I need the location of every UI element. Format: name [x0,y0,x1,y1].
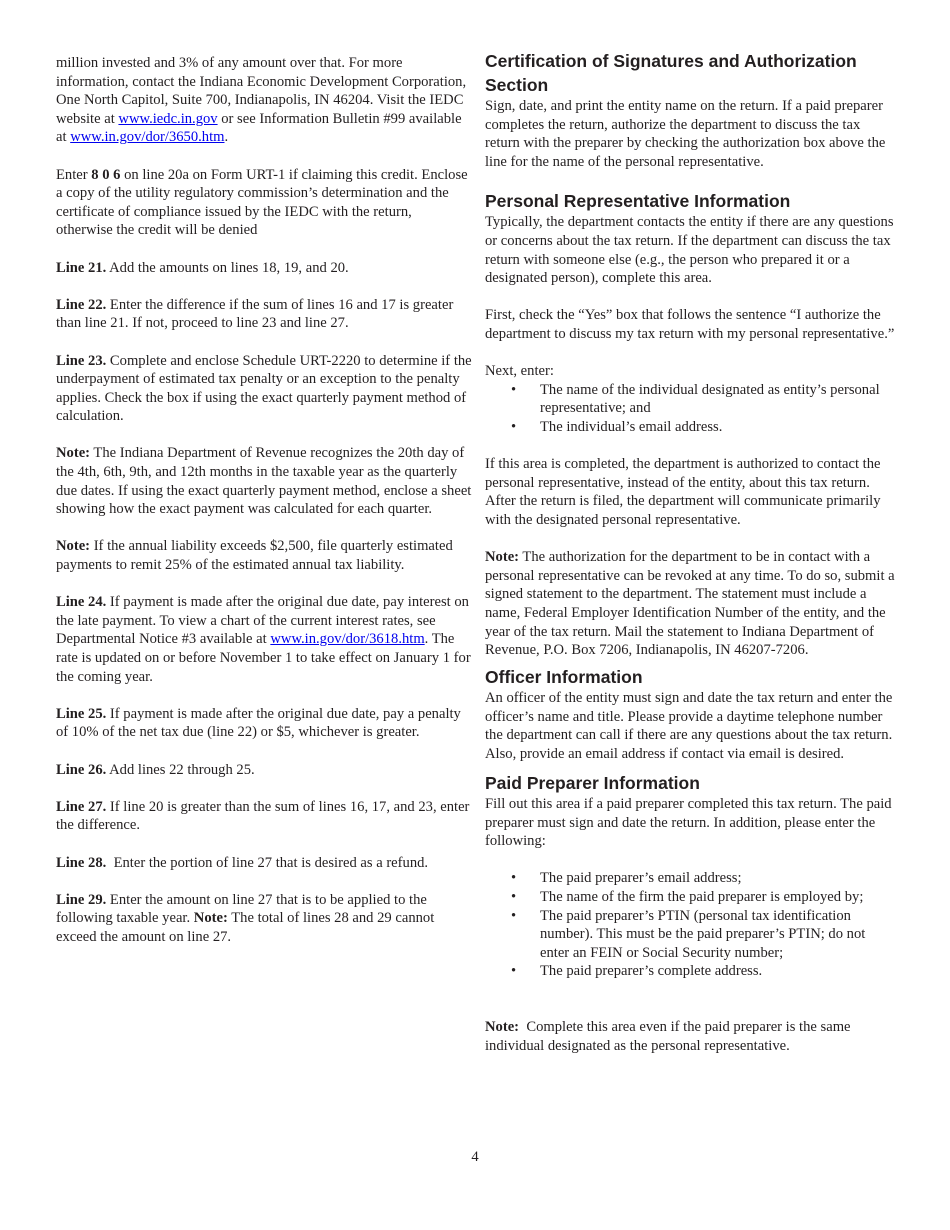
left-column [56,54,472,965]
line-24-instruction: Line 24. If payment is made after the original due date, pay interest on the late payment. To view a chart of the current interest rates, see Departmental Notice #3 available at www.in.gov/dor/3618.htm. The rate is updated on or before November 1 to take effect on January 1 for the coming year. [56,594,471,685]
credit-code: 8 0 6 [91,166,121,183]
officer-section [485,666,897,764]
paid-preparer-section [485,772,897,1056]
paid-preparer-text: Fill out this area if a paid preparer completed this tax return. The paid preparer must sign and date the return. In addition, please enter the following: [485,796,892,850]
personal-representative-next: Next, enter: [485,363,554,380]
info-bulletin-99-link[interactable]: www.in.gov/dor/3650.htm [70,129,225,146]
iedc-paragraph: million invested and 3% of any amount over that. For more information, contact the Indiana Economic Development Corporation, One North Capitol, Suite 700, Indianapolis, IN 46204. Visit the IEDC website at www.iedc.in.gov or see Information Bulletin #99 available at www.in.gov/dor/3650.htm. [56,55,467,146]
list-item: • The individual’s email address. [485,418,897,437]
line-27-instruction: Line 27. If line 20 is greater than the sum of lines 16, 17, and 23, enter the difference. [56,798,470,834]
certification-section [485,50,897,171]
paid-preparer-list [485,869,897,981]
credit-code-paragraph: Enter 8 0 6 on line 20a on Form URT-1 if claiming this credit. Enclose a copy of the utility regulatory commission’s determination and the certificate of compliance issued by the IEDC with the return, otherwise the credit will be denied [56,166,468,239]
list-item: • The paid preparer’s complete address. [485,962,897,981]
departmental-notice-3-link[interactable]: www.in.gov/dor/3618.htm [270,631,425,648]
list-item: • The name of the firm the paid preparer is employed by; [485,888,897,907]
quarterly-due-dates-note: Note: The Indiana Department of Revenue recognizes the 20th day of the 4th, 6th, 9th, and 12th months in the taxable year as the quarterly due dates. If using the exact quarterly payment method, enclose a sheet showing how the exact payment was calculated for each quarter. [56,445,472,518]
page-number: 4 [471,1149,479,1165]
line-25-instruction: Line 25. If payment is made after the original due date, pay a penalty of 10% of the net tax due (line 22) or $5, whichever is greater. [56,705,461,741]
personal-representative-heading: Personal Representative Information [485,190,791,211]
personal-representative-authorization: If this area is completed, the department is authorized to contact the personal representative, instead of the entity, about this tax return. After the return is filed, the department will communicate primarily with the designated personal representative. [485,456,881,528]
certification-heading: Certification of Signatures and Authorization Section [485,51,857,95]
line-22-instruction: Line 22. Enter the difference if the sum of lines 16 and 17 is greater than line 21. If not, proceed to line 23 and line 27. [56,296,454,332]
list-item: • The name of the individual designated as entity’s personal representative; and [485,381,897,418]
paid-preparer-heading: Paid Preparer Information [485,772,700,793]
personal-representative-note: Note: The authorization for the department to be in contact with a personal representative can be revoked at any time. To do so, submit a signed statement to the department. The statement must include a name, Federal Employer Identification Number of the entity, and the year of the tax return. Mail the statement to Indiana Department of Revenue, P.O. Box 7206, Indianapolis, IN 46207-7206. [485,549,895,659]
certification-text: Sign, date, and print the entity name on the return. If a paid preparer completes the return, authorize the department to discuss the tax return with the preparer by checking the authorization box above the line for the name of the personal representative. [485,98,886,170]
line-23-instruction: Line 23. Complete and enclose Schedule URT-2220 to determine if the underpayment of estimated tax penalty or an exception to the penalty applies. Check the box if using the exact quarterly payment method of calculation. [56,352,472,425]
personal-representative-intro: Typically, the department contacts the entity if there are any questions or concerns about the tax return. If the department can discuss the tax return with someone else (e.g., the person who prepared it or a designated person), complete this area. [485,214,894,287]
personal-representative-list [485,381,897,437]
line-28-instruction: Line 28. Enter the portion of line 27 that is desired as a refund. [56,854,429,871]
annual-liability-note: Note: If the annual liability exceeds $2,500, file quarterly estimated payments to remit 25% of the estimated annual tax liability. [56,538,453,574]
line-29-instruction: Line 29. Enter the amount on line 27 that is to be applied to the following taxable year. Note: The total of lines 28 and 29 cannot exceed the amount on line 27. [56,891,435,945]
personal-representative-section [485,190,897,660]
list-item: • The paid preparer’s PTIN (personal tax identification number). This must be the paid preparer’s PTIN; do not enter an FEIN or Social Security number; [485,907,897,963]
iedc-website-link[interactable]: www.iedc.in.gov [118,110,218,127]
personal-representative-yes-instruction: First, check the “Yes” box that follows the sentence “I authorize the department to discuss my tax return with my personal representative.” [485,307,895,343]
officer-text: An officer of the entity must sign and date the tax return and enter the officer’s name and title. Please provide a daytime telephone number the department can call if there are any questions about the tax return. Also, provide an email address if contact via email is desired. [485,690,893,762]
line-21-instruction: Line 21. Add the amounts on lines 18, 19, and 20. [56,259,349,276]
list-item: • The paid preparer’s email address; [485,869,897,888]
officer-heading: Officer Information [485,666,643,687]
right-column [485,51,897,1074]
line-26-instruction: Line 26. Add lines 22 through 25. [56,761,255,778]
paid-preparer-note: Note: Complete this area even if the paid preparer is the same individual designated as the personal representative. [485,1019,855,1054]
